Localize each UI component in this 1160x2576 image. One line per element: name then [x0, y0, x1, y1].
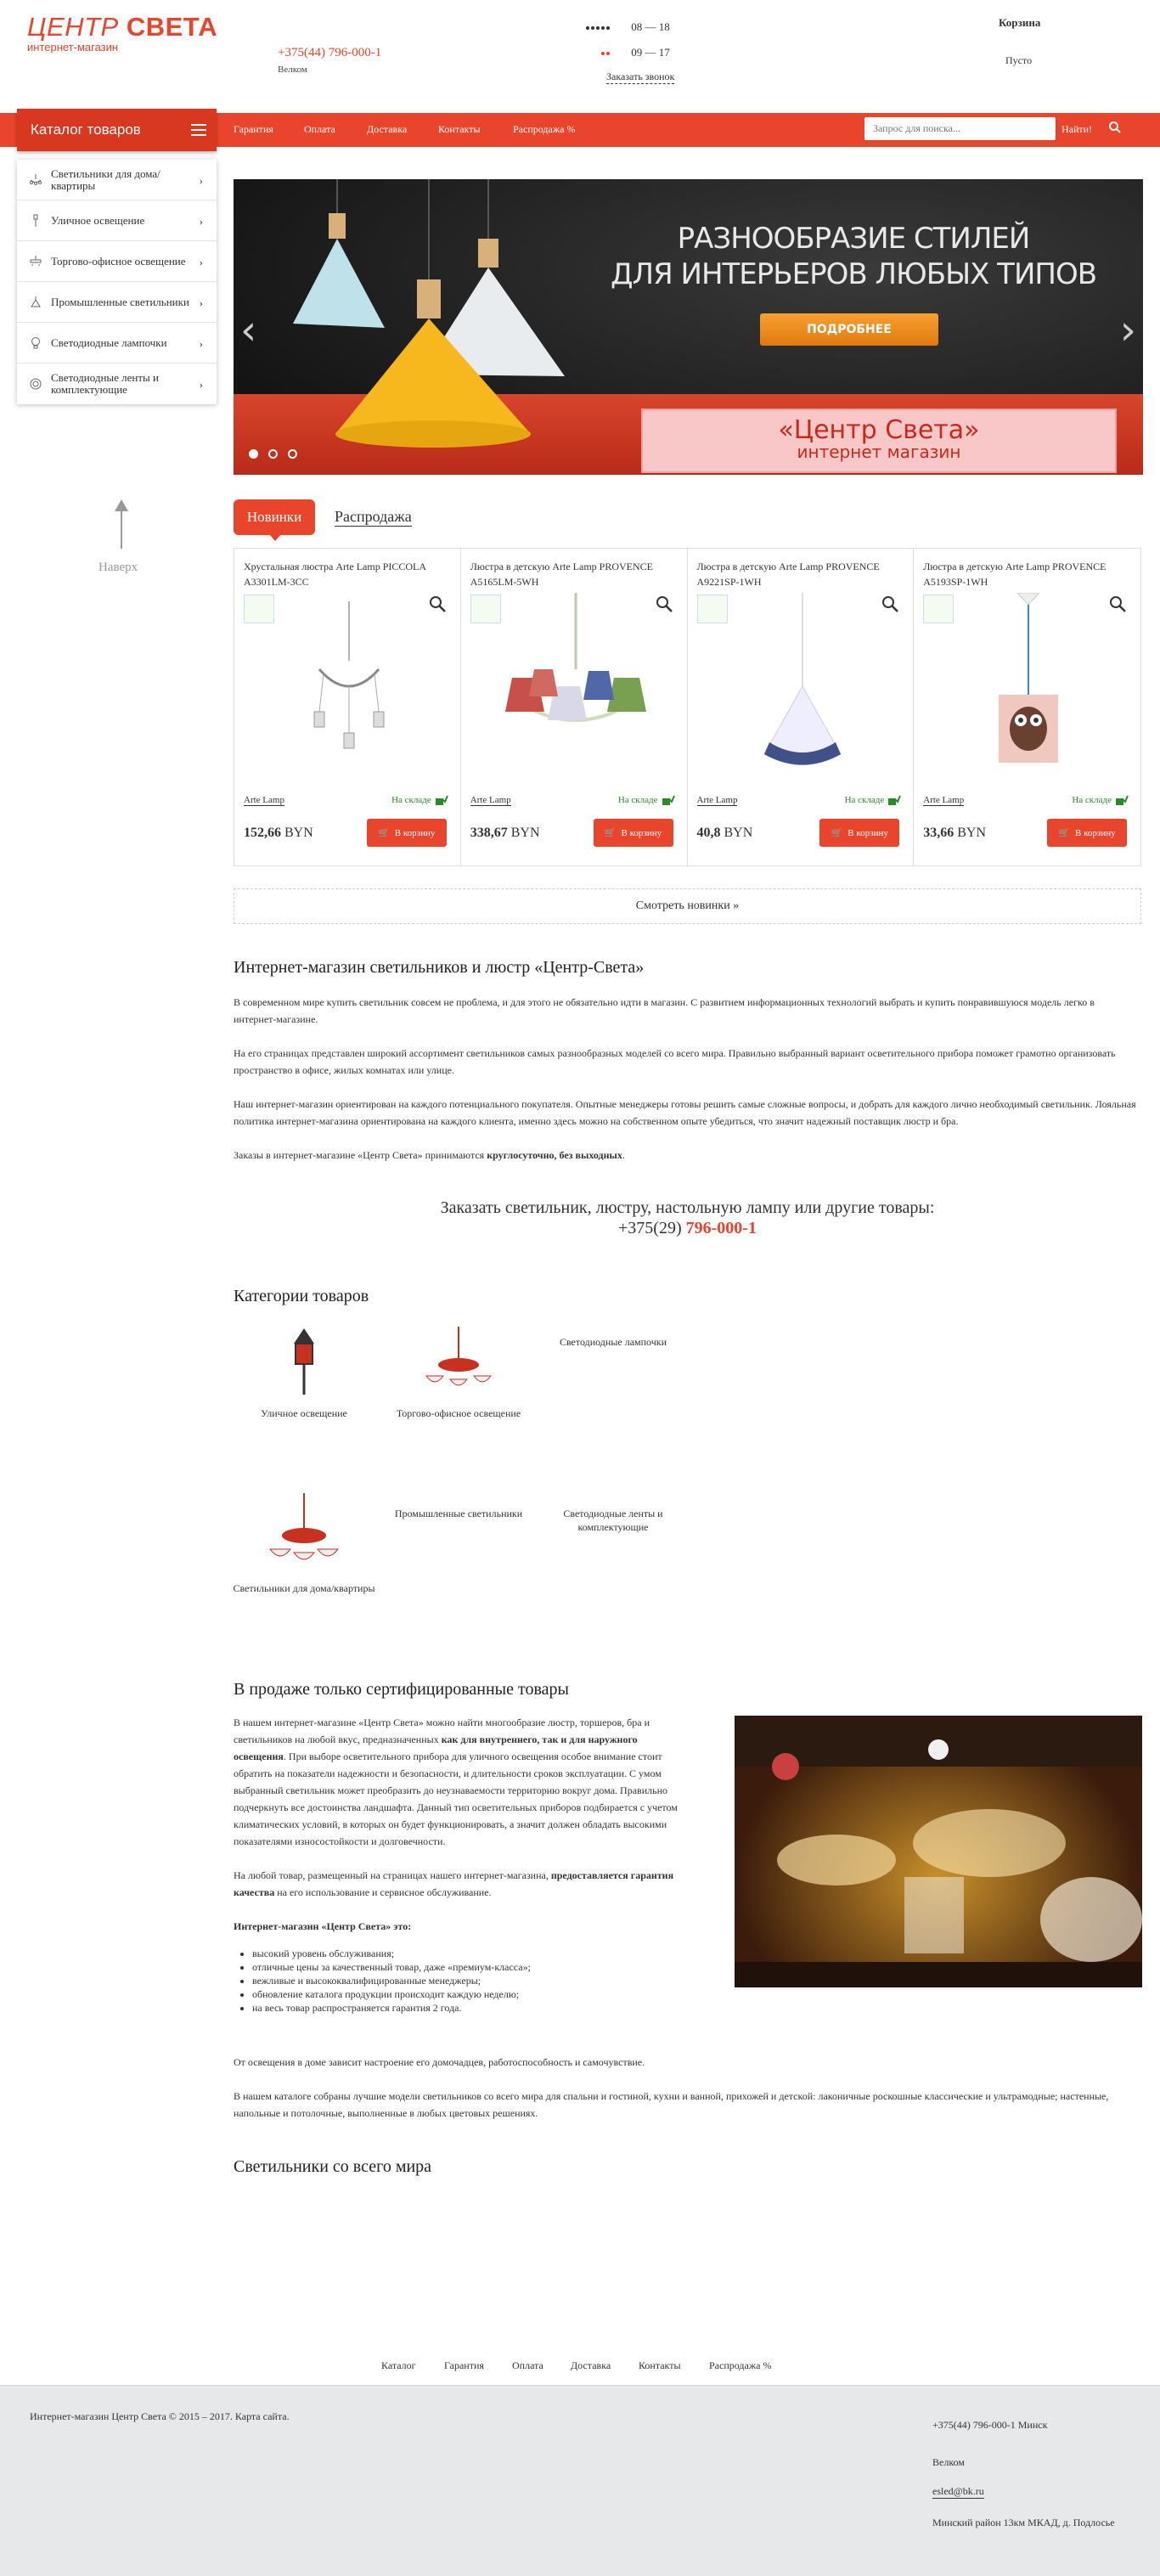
- new-tag-icon: [470, 595, 501, 623]
- add-to-cart-button[interactable]: 🛒 В корзину: [819, 819, 899, 847]
- sitemap-link[interactable]: Карта сайта: [234, 2410, 287, 2422]
- link-bathroom[interactable]: ванной: [690, 2090, 721, 2102]
- product-image[interactable]: [730, 593, 875, 780]
- header-phone[interactable]: +375(44) 796-000-1: [278, 46, 382, 59]
- product-brand[interactable]: Arte Lamp: [470, 795, 511, 805]
- category-led-bulbs[interactable]: [541, 1335, 685, 1349]
- list-item: • на весь товар распространяется гарантия 2 года.: [252, 2001, 692, 2015]
- footer-address: Минский район 13км МКАД, д. Подлосье: [932, 2517, 1115, 2528]
- link-kids-room[interactable]: детской: [779, 2090, 814, 2102]
- link-lamps[interactable]: светильников: [234, 1733, 293, 1745]
- cart-icon: 🛒: [604, 828, 617, 838]
- link-chandeliers[interactable]: люстр: [548, 1716, 575, 1728]
- street-lamp-icon: [29, 214, 42, 228]
- certified-paragraph-3: От освещения в доме зависит настроение его домочадцев, работоспособность и самочувствие.: [234, 2056, 645, 2068]
- certified-text: [234, 1714, 692, 2015]
- in-stock-icon: [662, 794, 675, 806]
- schedule-hours: 08 — 18: [631, 20, 670, 33]
- list-item: • вежливые и высококвалифицированные менеджеры;: [252, 1974, 692, 1987]
- link-floor-lamps[interactable]: торшеров: [579, 1716, 622, 1728]
- product-name[interactable]: Люстра в детскую Arte Lamp PROVENCE A9221SP-1WH: [696, 561, 880, 588]
- order-call-phone[interactable]: +375(29) 796-000-1: [618, 1219, 757, 1237]
- sidebar-item-industrial[interactable]: [17, 282, 217, 323]
- sidebar-item-street[interactable]: [17, 200, 217, 241]
- footer-phone[interactable]: +375(44) 796-000-1 Минск: [932, 2419, 1048, 2431]
- product-card[interactable]: [461, 549, 688, 865]
- category-label: Светодиодные лампочки: [559, 1336, 667, 1348]
- certified-list-title: Интернет-магазин «Центр Света» это:: [234, 1920, 412, 1932]
- link-ceiling-lamps[interactable]: потолочные: [290, 2107, 343, 2119]
- category-office[interactable]: [386, 1327, 531, 1420]
- slide-dot[interactable]: [288, 449, 297, 459]
- stock-status: На складе: [617, 795, 658, 805]
- logo[interactable]: [27, 12, 217, 42]
- banner-heading-line1: РАЗНООБРАЗИЕ СТИЛЕЙ: [677, 222, 1030, 256]
- new-tag-icon: [697, 595, 728, 623]
- category-label: Уличное освещение: [261, 1407, 347, 1419]
- add-to-cart-button[interactable]: 🛒 В корзину: [594, 819, 673, 847]
- product-brand[interactable]: Arte Lamp: [923, 795, 965, 805]
- buy-lamp-link[interactable]: купить светильник: [326, 996, 409, 1008]
- banner-next-icon[interactable]: ›: [1119, 307, 1136, 354]
- zoom-icon[interactable]: [881, 595, 899, 613]
- list-item: • высокий уровень обслуживания;: [252, 1947, 692, 1960]
- sidebar-item-label: Уличное освещение: [51, 213, 145, 227]
- sidebar-item-home[interactable]: [17, 160, 217, 200]
- nav-payment[interactable]: Оплата: [304, 123, 335, 135]
- search-icon[interactable]: [1108, 121, 1122, 134]
- list-item: • обновление каталога продукции происходит каждую неделю;: [252, 1987, 692, 2001]
- showroom-chandeliers-image: [735, 1716, 1142, 1987]
- back-to-top-link[interactable]: Наверх: [99, 561, 138, 574]
- slide-dot[interactable]: [249, 449, 258, 459]
- chevron-right-icon: ›: [199, 378, 203, 391]
- footer-nav-sale[interactable]: Распродажа %: [709, 2359, 772, 2371]
- product-image[interactable]: [956, 593, 1101, 780]
- zoom-icon[interactable]: [655, 595, 673, 613]
- see-new-button[interactable]: Смотреть новинки »: [234, 888, 1141, 924]
- product-brand[interactable]: Arte Lamp: [696, 795, 738, 805]
- callback-link[interactable]: Заказать звонок: [606, 70, 675, 82]
- product-card[interactable]: [234, 549, 461, 865]
- industrial-lamp-icon: [29, 296, 42, 309]
- logo-part2: СВЕТА: [126, 12, 218, 42]
- product-grid: [234, 548, 1141, 866]
- about-paragraph-1: В современном мире купить светильник совсем не проблема, и для этого не обязательно идти в магазин. С развитием информационных технологий выбрать и купить понравившуюся модель легко в интернет-магазине.: [234, 996, 1095, 1025]
- stock-status: На складе: [1072, 795, 1112, 805]
- home-chandelier-image: [262, 1493, 346, 1570]
- cart-icon: 🛒: [378, 828, 390, 838]
- sidebar-item-label: Торгово-офисное освещение: [51, 254, 186, 268]
- nav-guarantee[interactable]: Гарантия: [234, 123, 273, 135]
- category-label: Промышленные светильники: [394, 1508, 523, 1519]
- product-price: 338,67 BYN: [470, 826, 540, 840]
- slide-dot[interactable]: [268, 449, 278, 459]
- pendant-lamps-image: [284, 179, 641, 475]
- footer-nav-contacts[interactable]: Контакты: [639, 2359, 681, 2371]
- logo-part1: ЦЕНТР: [27, 12, 119, 42]
- banner-prev-icon[interactable]: ‹: [240, 307, 257, 354]
- sidebar-item-led-bulbs[interactable]: [17, 323, 217, 364]
- schedule-weekdays: [586, 20, 670, 34]
- certified-paragraph-1: В нашем интернет-магазине «Центр Света» можно найти многообразие люстр, торшеров, бра и светильников на любой вкус, предназначенных как для внутреннего, так и для наружного освещения. При выборе осветительного прибора для уличного освещения особое внимание стоит обратить на показатели надежности и безопасности, и длительности сроков эксплуатации. С умом выбранный светильник может преобразить до неузнаваемости территорию вокруг дома. Правильно подчеркнуть все достоинства ландшафта. Данный тип осветительных приборов подбирается с учетом климатических условий, в которых он будет функционировать, а значит должен обладать высокими показателями износостойкости и долговечности.: [234, 1716, 678, 1847]
- banner-pagination: [249, 448, 307, 462]
- nav-sale[interactable]: Распродажа %: [513, 123, 576, 135]
- office-lamp-icon: [29, 255, 42, 268]
- link-street-lighting[interactable]: уличного освещения: [469, 1750, 559, 1762]
- product-image[interactable]: [277, 593, 421, 780]
- tab-sale[interactable]: Распродажа: [335, 508, 412, 525]
- sidebar-item-label: Промышленные светильники: [51, 295, 189, 308]
- about-paragraph-3: Наш интернет-магазин ориентирован на каждого потенциального покупателя. Опытные менеджеры готовы решить самые сложные вопросы, и добрать для каждого лично необходимый светильник. Лояльная политика интернет-магазина ориентирована на каждого клиента, именно здесь можно на собственном опыте убедиться, что значит надежный поставщик люстр и бра.: [234, 1098, 1136, 1127]
- product-price: 33,66 BYN: [923, 826, 987, 840]
- chandelier-icon: [29, 173, 42, 187]
- about-title: Интернет-магазин светильников и люстр «Центр-Света»: [234, 958, 645, 977]
- tab-new[interactable]: Новинки: [234, 499, 315, 535]
- product-price: 152,66 BYN: [244, 826, 313, 840]
- promo-banner[interactable]: [234, 179, 1143, 475]
- street-lamp-image: [279, 1327, 329, 1395]
- link-wall-lamps[interactable]: настенные: [1060, 2090, 1107, 2102]
- chevron-right-icon: ›: [199, 337, 203, 350]
- category-label: Светодиодные ленты и комплектующие: [563, 1508, 663, 1533]
- product-name[interactable]: Хрустальная люстра Arte Lamp PICCOLA A3301LM-3CC: [244, 561, 426, 588]
- footer-nav-catalog[interactable]: Каталог: [381, 2359, 416, 2371]
- weekday-dots-icon: [586, 20, 628, 34]
- certified-paragraph-2: На любой товар, размещенный на страницах нашего интернет-магазина, предоставляется гарантия качества на его использование и сервисное обслуживание.: [234, 1869, 674, 1898]
- office-chandelier-image: [416, 1327, 501, 1395]
- product-image[interactable]: [504, 593, 648, 780]
- zoom-icon[interactable]: [428, 595, 447, 613]
- product-card[interactable]: [688, 549, 915, 865]
- categories-title: Категории товаров: [234, 1287, 369, 1305]
- footer-copyright: Интернет-магазин Центр Света © 2015 – 2017. Карта сайта.: [30, 2410, 290, 2422]
- world-lamps-title: Светильники со всего мира: [234, 2157, 432, 2176]
- product-name[interactable]: Люстра в детскую Arte Lamp PROVENCE A5165LM-5WH: [470, 561, 653, 588]
- add-to-cart-button[interactable]: 🛒 В корзину: [1047, 819, 1127, 847]
- catalog-button[interactable]: [17, 109, 217, 151]
- menu-icon: [191, 124, 206, 136]
- footer-email[interactable]: esled@bk.ru: [932, 2485, 984, 2497]
- order-call-text: Заказать светильник, люстру, настольную лампу или другие товары:: [440, 1198, 935, 1217]
- search-input[interactable]: [864, 117, 1056, 140]
- category-street[interactable]: [232, 1327, 376, 1420]
- showroom-photo: [735, 1716, 1142, 1987]
- led-strip-icon: [29, 377, 42, 391]
- catalog-sidebar: [17, 160, 217, 404]
- add-to-cart-button[interactable]: 🛒 В корзину: [367, 819, 447, 847]
- about-paragraph-4: Заказы в интернет-магазине «Центр Света» принимаются круглосуточно, без выходных.: [234, 1149, 625, 1161]
- sidebar-item-label: Светодиодные ленты и комплектующие: [51, 371, 159, 396]
- banner-logo: [641, 409, 1117, 473]
- advantages-list: [252, 1947, 692, 2015]
- footer-nav-guarantee[interactable]: Гарантия: [444, 2359, 484, 2371]
- chevron-right-icon: ›: [199, 215, 203, 228]
- schedule-hours: 09 — 17: [631, 46, 670, 59]
- link-sconces[interactable]: бра: [627, 1716, 642, 1728]
- in-stock-icon: [1115, 794, 1129, 806]
- cart-icon: 🛒: [1058, 828, 1071, 838]
- cart-title[interactable]: Корзина: [999, 16, 1041, 29]
- product-price: 40,8 BYN: [696, 826, 753, 840]
- bulb-icon: [29, 336, 42, 350]
- certified-title: В продаже только сертифицированные товары: [234, 1680, 569, 1699]
- list-item: • отличные цены за качественный товар, даже «премиум-класса»;: [252, 1960, 692, 1974]
- category-home[interactable]: [232, 1493, 376, 1595]
- nav-delivery[interactable]: Доставка: [367, 123, 408, 135]
- category-label: Светильники для дома/квартиры: [233, 1582, 375, 1594]
- logo-subtitle: интернет-магазин: [27, 41, 119, 54]
- in-stock-icon: [435, 794, 448, 806]
- banner-heading-line2: ДЛЯ ИНТЕРЬЕРОВ ЛЮБЫХ ТИПОВ: [610, 257, 1097, 291]
- search-button[interactable]: Найти!: [1061, 123, 1093, 135]
- arrow-up-icon[interactable]: [121, 501, 122, 549]
- new-tag-icon: [244, 595, 274, 623]
- certified-paragraph-4: В нашем каталоге собраны лучшие модели светильников со всего мира для спальни и гостиной, кухни и ванной, прихожей и детской: лаконичные роскошные классические и ультрамодные; настенные, напольные и потолочные, выполненные в любых цветовых решениях.: [234, 2090, 1109, 2119]
- footer-nav-delivery[interactable]: Доставка: [571, 2359, 611, 2371]
- cart-state: Пусто: [1005, 54, 1033, 66]
- order-call-block: [234, 1198, 1141, 1238]
- in-stock-icon: [887, 794, 901, 806]
- banner-logo-title: «Центр Света»: [778, 415, 980, 445]
- stock-status: На складе: [844, 795, 885, 805]
- new-tag-icon: [923, 595, 954, 623]
- chevron-right-icon: ›: [199, 296, 203, 309]
- catalog-label: Каталог товаров: [31, 121, 141, 138]
- header-operator: Велком: [278, 65, 307, 75]
- sidebar-item-label: Светильники для дома/квартиры: [51, 166, 160, 192]
- nav-contacts[interactable]: Контакты: [438, 123, 481, 135]
- chevron-right-icon: ›: [199, 256, 203, 268]
- footer-nav-payment[interactable]: Оплата: [512, 2359, 543, 2371]
- link-bedroom[interactable]: спальни и гостиной: [563, 2090, 649, 2102]
- schedule-weekend: [586, 46, 670, 59]
- category-label: Торгово-офисное освещение: [396, 1407, 521, 1419]
- footer-operator: Велком: [932, 2456, 965, 2468]
- stock-status: На складе: [391, 795, 431, 805]
- sidebar-item-label: Светодиодные лампочки: [51, 335, 167, 349]
- about-paragraph-2: На его страницах представлен широкий ассортимент светильников самых разнообразных моделей со всего мира. Правильно выбранный вариант осветительного прибора поможет грамотно организовать пространство в офисе, жилых комнатах или улице.: [234, 1047, 1116, 1076]
- category-industrial[interactable]: [386, 1507, 531, 1520]
- product-brand[interactable]: Arte Lamp: [244, 795, 284, 805]
- sidebar-item-office[interactable]: [17, 241, 217, 282]
- sidebar-item-led-strips[interactable]: [17, 364, 217, 404]
- weekend-dots-icon: [586, 46, 628, 59]
- product-card[interactable]: [914, 549, 1140, 865]
- banner-more-button[interactable]: ПОДРОБНЕЕ: [760, 313, 938, 346]
- cart-icon: 🛒: [831, 828, 843, 838]
- chevron-right-icon: ›: [199, 174, 203, 187]
- banner-logo-subtitle: интернет магазин: [797, 442, 961, 462]
- category-led-strips[interactable]: [541, 1507, 685, 1534]
- zoom-icon[interactable]: [1108, 595, 1127, 613]
- product-name[interactable]: Люстра в детскую Arte Lamp PROVENCE A5193SP-1WH: [923, 561, 1107, 588]
